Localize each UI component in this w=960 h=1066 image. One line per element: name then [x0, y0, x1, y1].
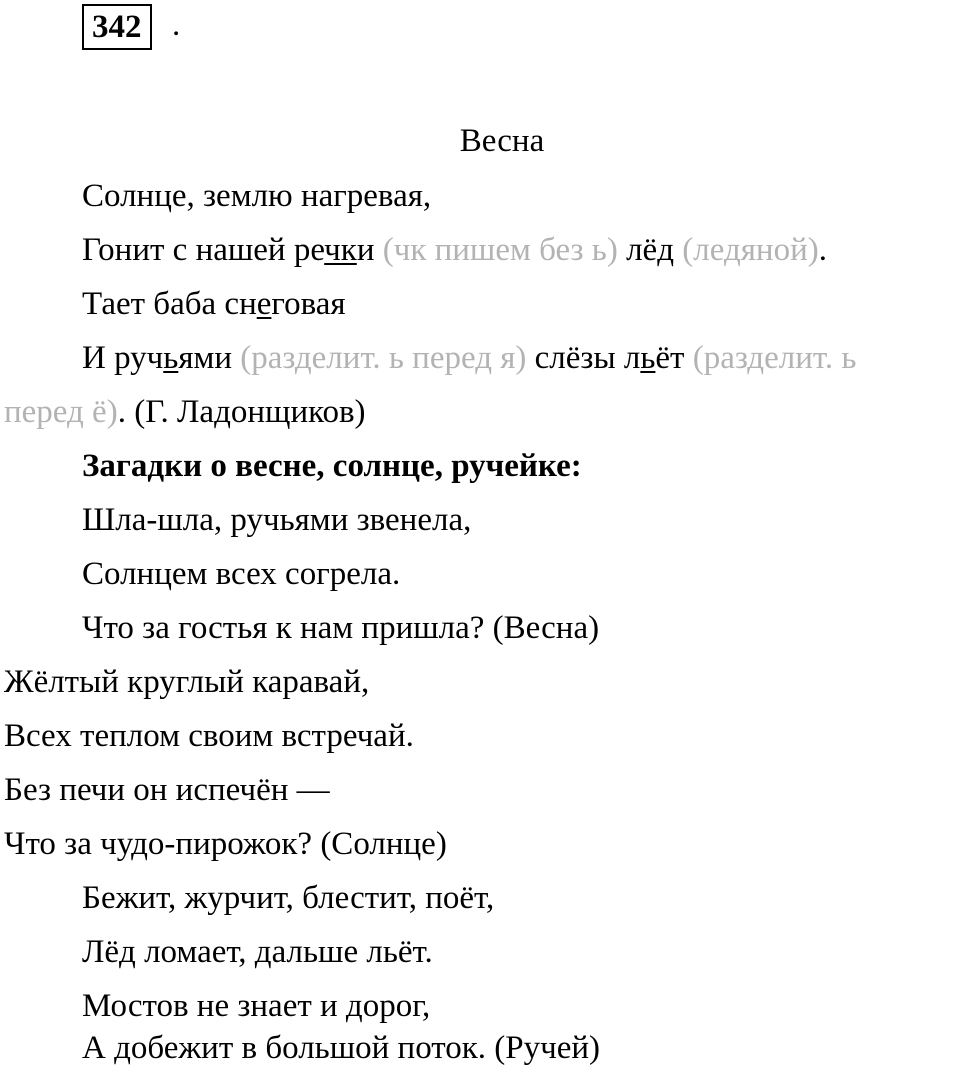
riddle-3-line: А добежит в большой поток. (Ручей): [82, 1030, 601, 1066]
riddle-1-line: Что за гостья к нам пришла? (Весна): [82, 610, 600, 646]
riddle-2-line: Что за чудо-пирожок? (Солнце): [4, 826, 447, 862]
poem-line-4: [82, 338, 856, 378]
underlined-letters: чк: [324, 232, 357, 268]
spelling-note: (разделит. ь перед я): [240, 340, 527, 376]
attribution: . (Г. Ладонщиков): [117, 394, 366, 430]
spelling-note: (чк пишем без ь): [382, 232, 618, 268]
riddle-2-line: Без печи он испечён —: [4, 772, 330, 808]
period: .: [818, 232, 827, 268]
underlined-letter: е: [256, 286, 272, 322]
text-fragment: Гонит с нашей ре: [82, 232, 325, 268]
poem-line-1: Солнце, землю нагревая,: [82, 178, 432, 214]
text-fragment: И руч: [82, 340, 164, 376]
poem-line-5: [4, 392, 366, 432]
riddles-heading: Загадки о весне, солнце, ручейке:: [82, 448, 582, 484]
exercise-number-dot: .: [172, 7, 181, 43]
riddle-3-line: Лёд ломает, дальше льёт.: [82, 934, 433, 970]
riddle-3-line: Бежит, журчит, блестит, поёт,: [82, 880, 495, 916]
poem-line-3: [82, 284, 346, 324]
note-fragment: (ле: [682, 232, 724, 268]
text-fragment: лё: [626, 232, 658, 268]
spelling-note: [682, 232, 818, 268]
text-fragment: ями: [178, 340, 233, 376]
poem-line-2: [82, 230, 827, 270]
riddle-2-line: Жёлтый круглый каравай,: [4, 664, 370, 700]
poem-title: Весна: [459, 123, 545, 159]
text-fragment: Тает баба сн: [82, 286, 257, 322]
riddle-1-line: Солнцем всех согрела.: [82, 556, 401, 592]
note-underlined-letter: д: [723, 232, 741, 268]
exercise-number: 342: [82, 4, 152, 50]
text-fragment: говая: [271, 286, 346, 322]
riddle-1-line: Шла-шла, ручьями звенела,: [82, 502, 472, 538]
text-fragment: и: [356, 232, 375, 268]
riddle-2-line: Всех теплом своим встречай.: [4, 718, 414, 754]
text-fragment: слёзы л: [534, 340, 641, 376]
note-fragment: яной): [740, 232, 819, 268]
underlined-letter: ь: [163, 340, 179, 376]
underlined-letter: д: [657, 232, 675, 268]
spelling-note: перед ё): [4, 394, 118, 430]
underlined-letter: ь: [640, 340, 656, 376]
riddle-3-line: Мостов не знает и дорог,: [82, 988, 431, 1024]
spelling-note: (разделит. ь: [692, 340, 857, 376]
text-fragment: ёт: [655, 340, 685, 376]
